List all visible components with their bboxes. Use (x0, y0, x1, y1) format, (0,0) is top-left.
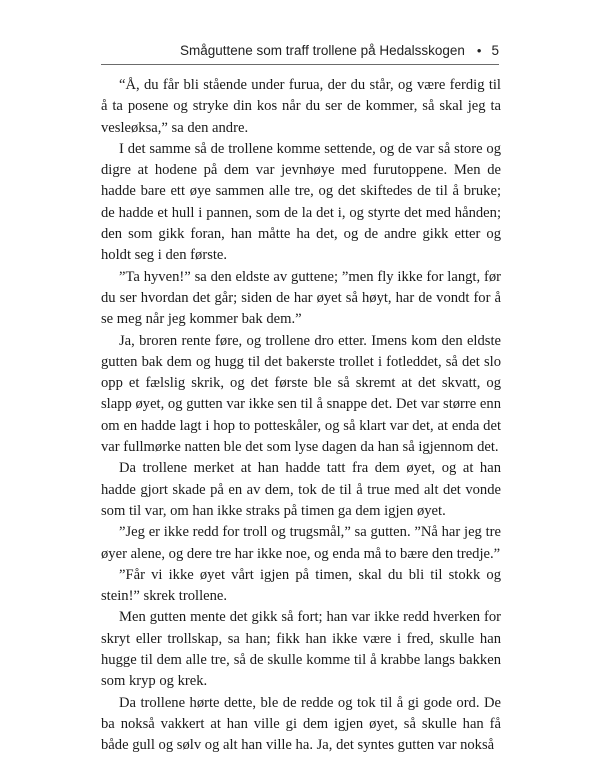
paragraph: ”Får vi ikke øyet vårt igjen på timen, skal du bli til stokk og stein!” skrek trollene. (101, 566, 501, 605)
paragraph: Men gutten mente det gikk så fort; han var ikke redd hverken for skryt eller trollskap, sa han; fikk han ikke være i fred, skulle han hugge til dem alle tre, så de skulle komme til å krabbe langs bakken som kryp og krek. (101, 609, 501, 690)
running-head (101, 40, 499, 60)
chapter-title: Småguttene som traff trollene på Hedalsskogen (180, 42, 465, 58)
paragraph: Ja, broren rente føre, og trollene dro etter. Imens kom den eldste gutten bak dem og hugg til det bakerste trollet i fotleddet, så det slo opp et fælslig skrik, og det første ble så skremt at det skvatt, og slapp øyet, og gutten var ikke sen til å snappe det. Det var større enn om en hadde lagt i hop to potteskåler, og så klart var det, at enda det var fullmørke natten ble det som lyse dagen da han så igjennom det. (101, 332, 501, 456)
header-separator: • (476, 42, 482, 58)
paragraph: ”Jeg er ikke redd for troll og trugsmål,” sa gutten. ”Nå har jeg tre øyer alene, og dere tre har ikke noe, og enda må to bære den tredje.” (101, 524, 501, 562)
paragraph: Da trollene hørte dette, ble de redde og tok til å gi gode ord. De ba nokså vakkert at han ville gi dem igjen øyet, så skulle han få både gull og sølv og alt han ville ha. Ja, det syntes gutten var nokså (101, 694, 501, 754)
header-rule (101, 64, 499, 65)
paragraph: I det samme så de trollene komme settende, og de var så store og digre at hodene på dem var jevnhøye med furutoppene. Men de hadde bare ett øye sammen alle tre, og det skiftedes de til å bruke; de hadde et hull i pannen, som de la det i, og styrte det med hånden; den som gikk foran, han måtte ha det, og de andre gikk etter og holdt seg i den første. (101, 140, 501, 264)
body-text (101, 75, 501, 757)
paragraph: Da trollene merket at han hadde tatt fra dem øyet, og at han hadde gjort skade på en av dem, tok de til å true med alt det vonde som til var, om han ikke straks på timen ga dem igjen øyet. (101, 460, 501, 519)
paragraph: “Å, du får bli stående under furua, der du står, og være ferdig til å ta posene og stryke din kos når du ser de kommer, så skal jeg ta vesleøksa,” sa den andre. (101, 77, 501, 136)
paragraph: ”Ta hyven!” sa den eldste av guttene; ”men fly ikke for langt, før du ser hvordan det går; siden de har øyet så høyt, har de vondt for å se meg når jeg kommer bak dem.” (101, 268, 501, 328)
page-number: 5 (491, 42, 499, 58)
